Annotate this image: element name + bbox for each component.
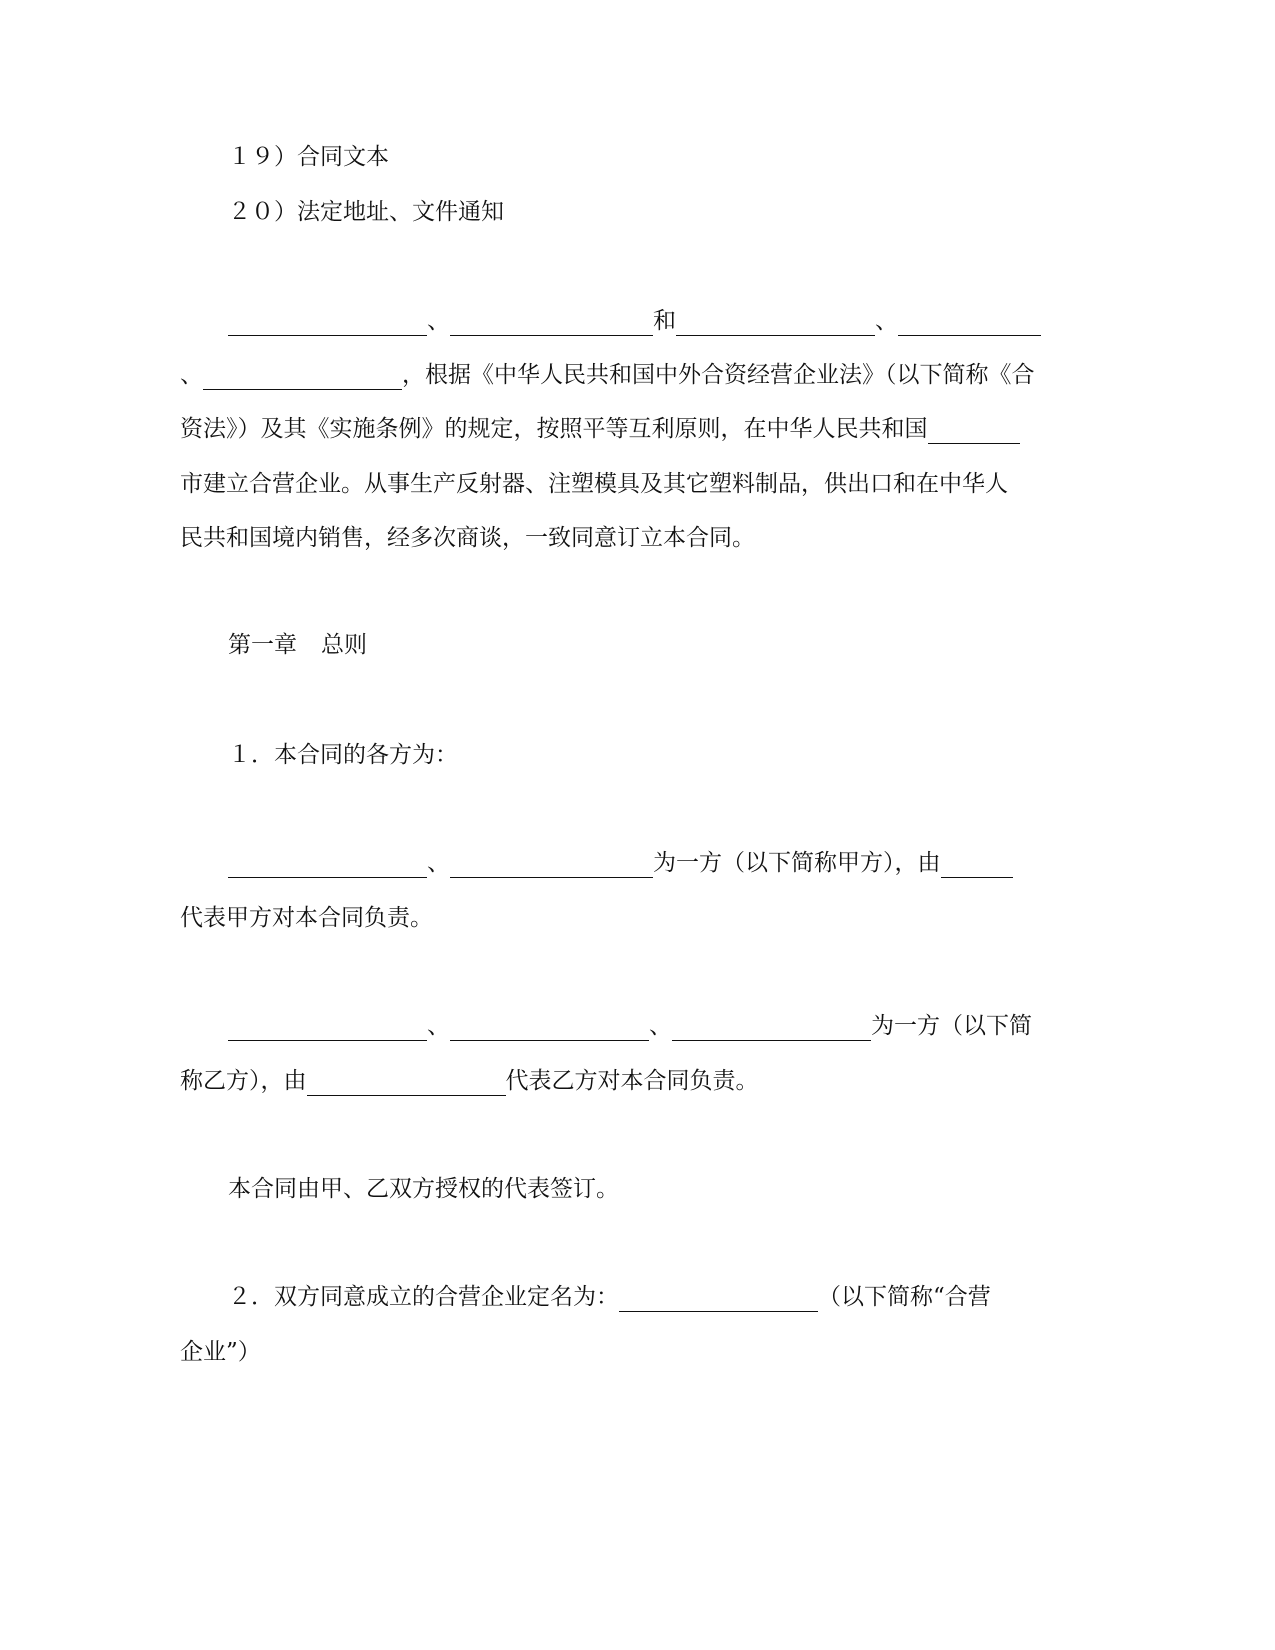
party-b-text: 为一方（以下简 — [871, 1013, 1032, 1039]
blank-field[interactable] — [228, 847, 427, 878]
party-b-text-2: 称乙方），由 — [180, 1068, 307, 1094]
blank-field[interactable] — [228, 305, 427, 336]
blank-field[interactable] — [450, 847, 653, 878]
blank-field[interactable] — [619, 1281, 818, 1312]
separator: 、 — [427, 1013, 450, 1039]
party-b-tail: 代表乙方对本合同负责。 — [505, 1068, 759, 1094]
preamble-line-4: 市建立合营企业。从事生产反射器、注塑模具及其它塑料制品，供出口和在中华人 — [180, 471, 1008, 497]
blank-field[interactable] — [928, 413, 1020, 444]
blank-field[interactable] — [450, 1010, 649, 1041]
separator: 、 — [875, 308, 898, 334]
article-2-line-1 — [228, 1279, 1128, 1315]
toc-item-20: ２０）法定地址、文件通知 — [228, 199, 504, 225]
preamble-line-1 — [228, 303, 1128, 339]
separator: 、 — [427, 308, 450, 334]
blank-field[interactable] — [898, 305, 1041, 336]
blank-field[interactable] — [203, 359, 402, 390]
chapter-heading — [228, 627, 1128, 663]
signing-statement: 本合同由甲、乙双方授权的代表签订。 — [228, 1176, 619, 1202]
preamble-text-1: ，根据《中华人民共和国中外合资经营企业法》（以下简称《合 — [402, 362, 1035, 388]
blank-field[interactable] — [450, 305, 653, 336]
blank-field[interactable] — [676, 305, 875, 336]
conjunction: 和 — [653, 308, 676, 334]
party-a-text: 为一方（以下简称甲方），由 — [653, 850, 941, 876]
party-b-line-2 — [180, 1063, 1080, 1099]
chapter-number: 第一章 — [228, 632, 297, 658]
preamble-line-5: 民共和国境内销售，经多次商谈，一致同意订立本合同。 — [180, 525, 755, 551]
separator: 、 — [427, 850, 450, 876]
separator: 、 — [180, 362, 203, 388]
separator: 、 — [649, 1013, 672, 1039]
preamble-text-2: 资法》）及其《实施条例》的规定，按照平等互利原则，在中华人民共和国 — [180, 416, 928, 442]
article-2-lead: ２．双方同意成立的合营企业定名为： — [228, 1284, 619, 1310]
article-1-title: １．本合同的各方为： — [228, 742, 458, 768]
blank-field[interactable] — [307, 1065, 506, 1096]
party-a-line-1 — [228, 845, 1128, 881]
preamble-line-2 — [180, 357, 1080, 393]
article-2-line-2: 企业”） — [180, 1339, 261, 1365]
blank-field[interactable] — [228, 1010, 427, 1041]
chapter-name: 总则 — [321, 632, 367, 658]
party-a-line-2: 代表甲方对本合同负责。 — [180, 905, 433, 931]
preamble-line-3 — [180, 411, 1080, 447]
toc-item-19: １９）合同文本 — [228, 144, 389, 170]
article-2-tail: （以下简称“合营 — [818, 1284, 991, 1310]
blank-field[interactable] — [672, 1010, 871, 1041]
blank-field[interactable] — [941, 847, 1013, 878]
party-b-line-1 — [228, 1008, 1128, 1044]
